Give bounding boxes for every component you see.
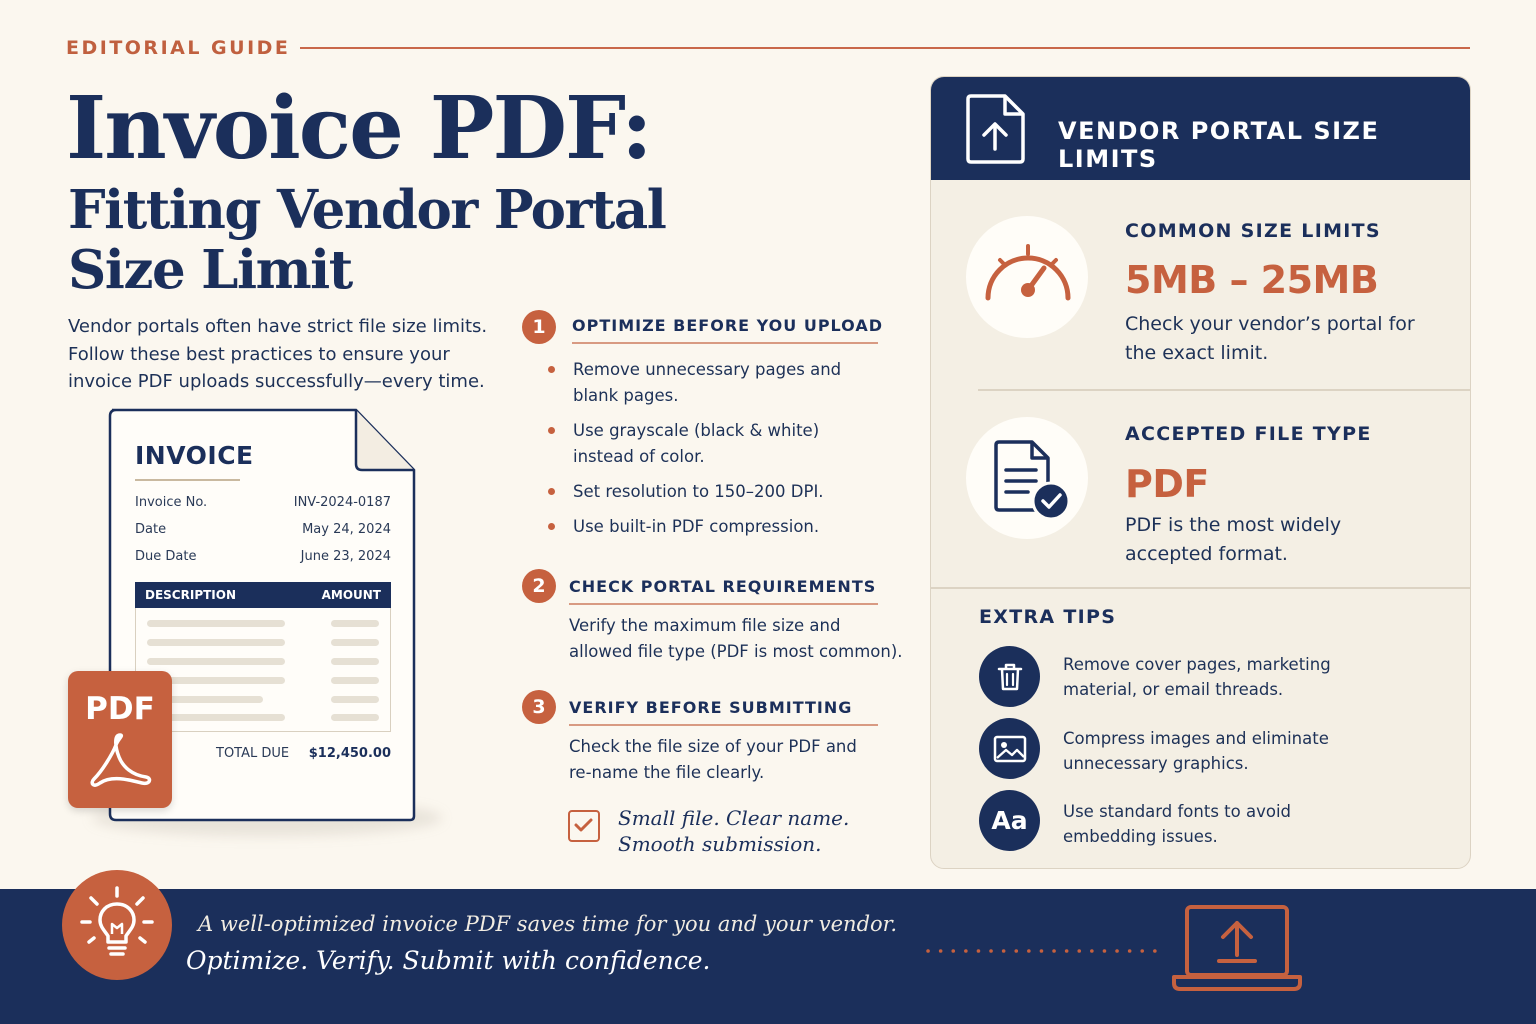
step-number-2: 2 [522,569,556,603]
col-description: DESCRIPTION [145,588,237,602]
font-aa-glyph: Aa [991,806,1028,835]
document-check-icon [994,439,1074,521]
size-limits-desc: Check your vendor’s portal for the exact limit. [1125,313,1415,364]
tagline-line-1: Small file. Clear name. [618,806,850,830]
step-title-3: VERIFY BEFORE SUBMITTING [569,698,853,717]
placeholder-line [331,714,379,721]
step-rule [572,342,878,344]
intro-text: Vendor portals often have strict file size limits. Follow these best practices to ensure your invoice PDF uploads successfully—every time. [68,316,488,392]
step-3-desc: Check the file size of your PDF and re-name the file clearly. [569,737,857,782]
section-divider [931,587,1471,589]
tips-label: EXTRA TIPS [979,606,1117,628]
file-type-value: PDF [1125,462,1209,506]
list-item: Use built-in PDF compression. [546,514,866,540]
invoice-row-value: June 23, 2024 [300,549,391,564]
step-rule [569,724,878,726]
step-number-3: 3 [522,690,556,724]
section-divider [978,389,1471,391]
panel-header [931,77,1470,180]
tagline [618,805,849,857]
list-item: Remove unnecessary pages and blank pages. [546,357,866,409]
invoice-row-value: INV-2024-0187 [293,495,391,510]
invoice-row-value: May 24, 2024 [302,522,391,537]
kicker-divider [300,47,1470,49]
tip-text-3: Use standard fonts to avoid embedding issues. [1063,802,1292,846]
placeholder-line [147,658,285,665]
editorial-kicker: EDITORIAL GUIDE [66,37,291,59]
step-rule [569,603,878,605]
total-label: TOTAL DUE [216,746,290,761]
placeholder-line [331,677,379,684]
page-subtitle: Fitting Vendor Portal Size Limit [68,179,666,301]
invoice-total [216,746,391,761]
placeholder-line [331,639,379,646]
invoice-title: INVOICE [135,441,254,470]
gauge-icon [982,238,1074,308]
invoice-row [135,495,391,510]
pdf-badge [68,671,172,808]
file-type-desc: PDF is the most widely accepted format. [1125,514,1342,565]
size-limits-value: 5MB – 25MB [1125,258,1379,302]
acrobat-icon [90,731,152,789]
placeholder-line [147,620,285,627]
lightbulb-icon [62,870,172,980]
placeholder-line [331,658,379,665]
placeholder-line [147,639,285,646]
document-icon-bg [966,417,1088,539]
file-type-label: ACCEPTED FILE TYPE [1125,423,1372,445]
list-item: Set resolution to 150–200 DPI. [546,479,866,505]
total-value: $12,450.00 [308,746,391,761]
gauge-icon-bg [966,216,1088,338]
placeholder-line [331,620,379,627]
size-limits-panel [930,76,1471,869]
invoice-row [135,549,391,564]
step-title-1: OPTIMIZE BEFORE YOU UPLOAD [572,316,884,335]
invoice-table-header [135,582,391,608]
step-2-desc: Verify the maximum file size and allowed file type (PDF is most common). [569,616,903,661]
checkbox-icon [568,810,600,842]
list-item: Use grayscale (black & white) instead of color. [546,418,866,470]
step-title-2: CHECK PORTAL REQUIREMENTS [569,577,877,596]
step-1-bullets [546,357,866,549]
laptop-upload-icon [1170,903,1304,993]
placeholder-line [331,696,379,703]
invoice-row [135,522,391,537]
col-amount: AMOUNT [321,588,381,602]
image-icon [979,718,1040,779]
tip-text-1: Remove cover pages, marketing material, or email threads. [1063,655,1331,699]
font-aa-icon [979,790,1040,851]
invoice-row-label: Due Date [135,549,197,564]
step-number-1: 1 [522,310,556,344]
trash-icon [979,646,1040,707]
footer-line-2: Optimize. Verify. Submit with confidence. [186,946,711,975]
invoice-row-label: Invoice No. [135,495,208,510]
dotted-line [926,948,1166,954]
page-title: Invoice PDF: [66,78,651,179]
size-limits-label: COMMON SIZE LIMITS [1125,220,1381,242]
pdf-badge-label: PDF [85,691,155,727]
file-upload-icon [965,93,1027,165]
invoice-table-body [135,608,391,732]
panel-title: VENDOR PORTAL SIZE LIMITS [1058,117,1380,173]
tip-text-2: Compress images and eliminate unnecessary graphics. [1063,729,1329,773]
invoice-row-label: Date [135,522,167,537]
footer-line-1: A well-optimized invoice PDF saves time for you and your vendor. [198,912,898,936]
tagline-line-2: Smooth submission. [618,832,822,856]
invoice-title-rule [135,479,240,481]
